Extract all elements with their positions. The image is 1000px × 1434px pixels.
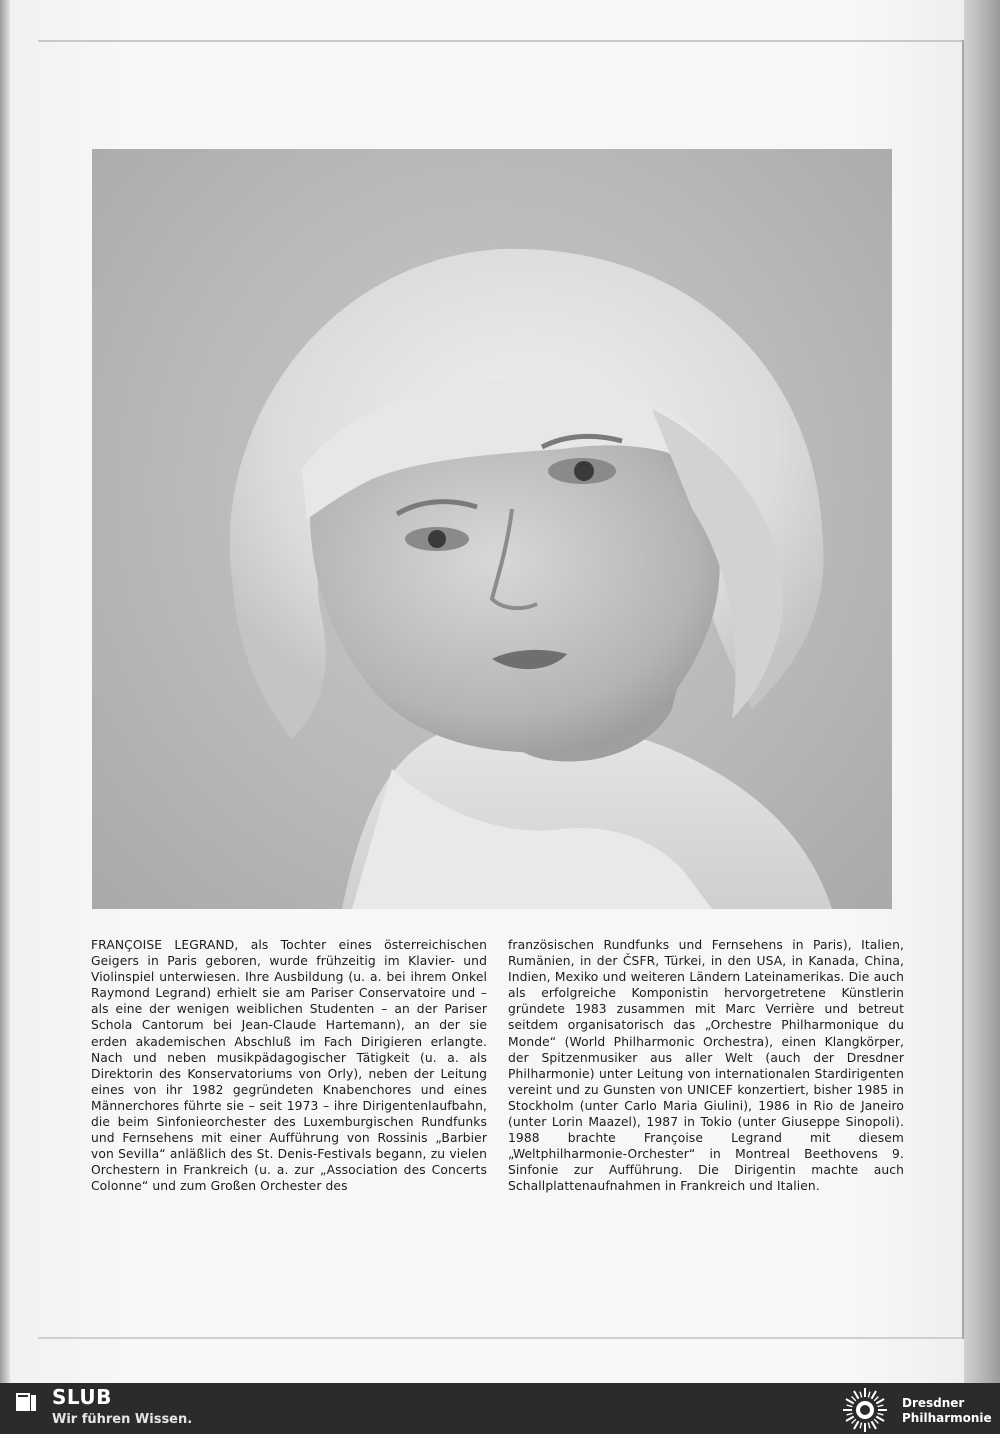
page-top-edge xyxy=(38,40,973,42)
book-icon xyxy=(14,1390,38,1414)
page-right-edge xyxy=(964,0,1000,1383)
article-text-left-column: FRANÇOISE LEGRAND, als Tochter eines österreichischen Geigers in Paris geboren, wurde frühzeitig im Klavier- und Violinspiel unterwiesen. Ihre Ausbildung (u. a. bei ihrem Onkel Raymond Legrand) erhielt sie am Pariser Conservatoire und – als eine der wenigen weiblichen Studenten – an der Pariser Schola Cantorum bei Jean-Claude Hartemann), an der sie erden akademischen Abschluß im Fach Dirigieren erlangte. Nach und neben musikpädagogischer Tätigkeit (u. a. als Direktorin des Konservatoriums von Orly), neben der Leitung eines von ihr 1982 gegründeten Knabenchores und eines Männerchores führte sie – seit 1973 – ihre Dirigentenlaufbahn, die beim Sinfonieorchester des Luxemburgischen Rundfunks und Fernsehens mit einer Aufführung von Rossinis „Barbier von Sevilla“ anläßlich des St. Denis-Festivals begann, zu vielen Orchestern in Frankreich (u. a. zur „Association des Concerts Colonne“ und zum Großen Orchester des xyxy=(91,938,487,1194)
sunburst-logo-icon xyxy=(841,1386,889,1434)
portrait-illustration xyxy=(92,149,892,909)
portrait-photo xyxy=(92,149,892,909)
slub-logo-subtitle: Wir führen Wissen. xyxy=(52,1412,193,1427)
partner-name-line2[interactable]: Philharmonie xyxy=(902,1411,992,1425)
page-bottom-edge xyxy=(38,1337,973,1339)
partner-name-line1[interactable]: Dresdner xyxy=(902,1396,965,1410)
page-fold-shadow xyxy=(0,0,10,1383)
slub-logo-title[interactable]: SLUB xyxy=(52,1385,112,1409)
article-text-right-column: französischen Rundfunks und Fernsehens in Paris), Italien, Rumänien, in der ČSFR, Türkei, in den USA, in Kanada, China, Indien, Mexiko und weiteren Ländern Lateinamerikas. Die auch als erfolgreiche Komponistin hervorgetretene Künstlerin gründete 1983 zusammen mit Marc Verrière und betreut seitdem organisatorisch das „Orchestre Philharmonique du Monde“ (World Philharmonic Orchestra), einen Klangkörper, der Spitzenmusiker aus aller Welt (auch der Dresdner Philharmonie) unter Leitung von internationalen Stardirigenten vereint und zu Gunsten von UNICEF konzertiert, bisher 1985 in Stockholm (unter Carlo Maria Giulini), 1986 in Rio de Janeiro (unter Lorin Maazel), 1987 in Tokio (unter Giuseppe Sinopoli). 1988 brachte Françoise Legrand mit diesem „Weltphilharmonie-Orchester“ in Montreal Beethovens 9. Sinfonie zur Aufführung. Die Dirigentin machte auch Schallplattenaufnahmen in Frankreich und Italien. xyxy=(508,938,904,1194)
